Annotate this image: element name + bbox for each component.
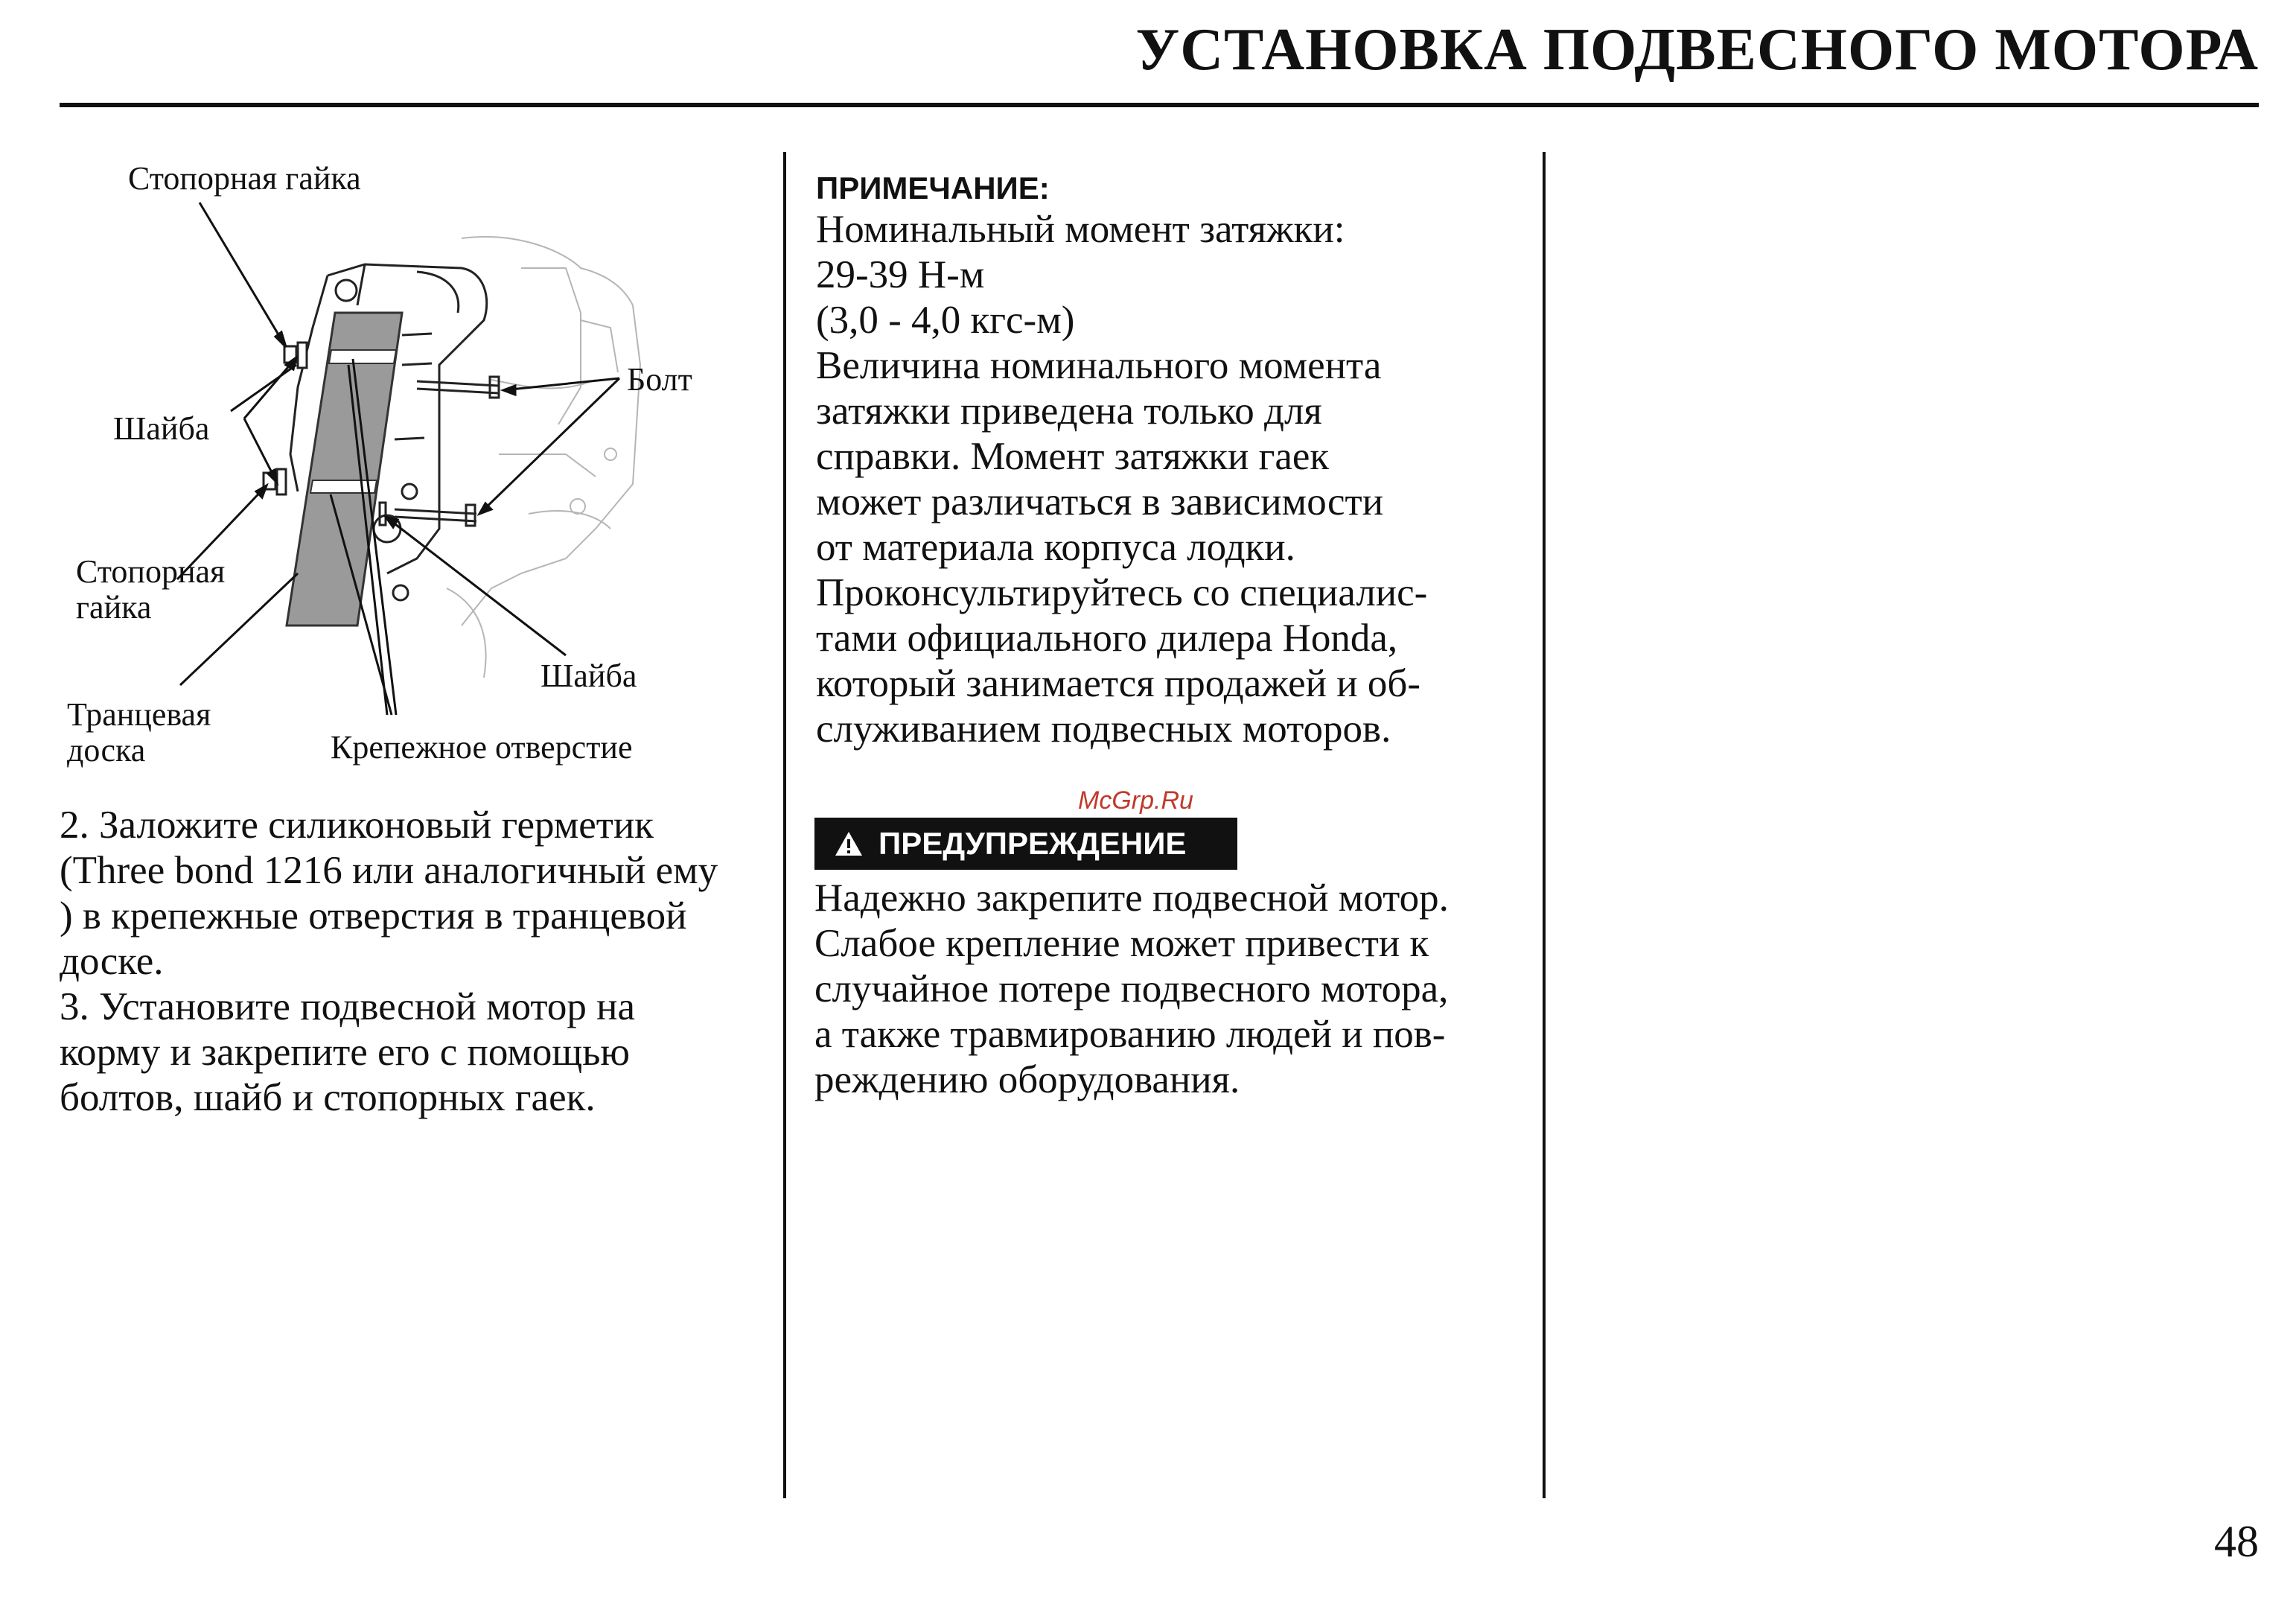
page-number: 48 bbox=[2214, 1517, 2259, 1566]
watermark: McGrp.Ru bbox=[1078, 786, 1193, 815]
step-2: 2. Заложите силиконовый герметик (Three bond 1216 или аналогичный ему ) в крепежные отверстия в транцевой доске. bbox=[60, 803, 718, 983]
warning-label: ПРЕДУПРЕЖДЕНИЕ bbox=[878, 826, 1187, 861]
engine-bracket-illustration bbox=[45, 141, 789, 789]
page-title: УСТАНОВКА ПОДВЕСНОГО МОТОРА bbox=[1135, 17, 2259, 83]
label-mounting-hole: Крепежное отверстие bbox=[331, 729, 633, 766]
label-transom-board: Транцевая доска bbox=[67, 696, 211, 768]
step-3: 3. Установите подвесной мотор на корму и закрепите его с помощью болтов, шайб и стопорных гаек. bbox=[60, 985, 636, 1119]
note-label: ПРИМЕЧАНИЕ: bbox=[816, 171, 1050, 206]
warning-icon bbox=[834, 830, 864, 857]
note-section bbox=[816, 170, 1531, 752]
label-washer-left: Шайба bbox=[113, 410, 210, 447]
label-bolt: Болт bbox=[627, 361, 692, 398]
note-text: Номинальный момент затяжки: 29-39 Н-м (3,0 - 4,0 кгс-м) Величина номинального момента затяжки приведена только для справки. Момент затяжки гаек может различаться в зависимости от материала корпуса лодки. Проконсультируйтесь со специалис- тами официального дилера Honda, который занимается продажей и об- служиванием подвесных моторов. bbox=[816, 208, 1428, 751]
mounting-diagram bbox=[45, 141, 789, 789]
installation-steps bbox=[60, 803, 774, 1121]
title-divider bbox=[60, 103, 2259, 107]
label-lock-nut-bottom: Стопорная гайка bbox=[76, 553, 226, 626]
warning-banner bbox=[814, 818, 1237, 870]
warning-text: Надежно закрепите подвесной мотор. Слабое крепление может привести к случайное потере подвесного мотора, а также травмированию людей и пов- реждению оборудования. bbox=[814, 876, 1449, 1101]
column-divider-right bbox=[1543, 152, 1546, 1498]
label-lock-nut-top: Стопорная гайка bbox=[128, 160, 361, 197]
label-washer-right: Шайба bbox=[540, 658, 637, 694]
